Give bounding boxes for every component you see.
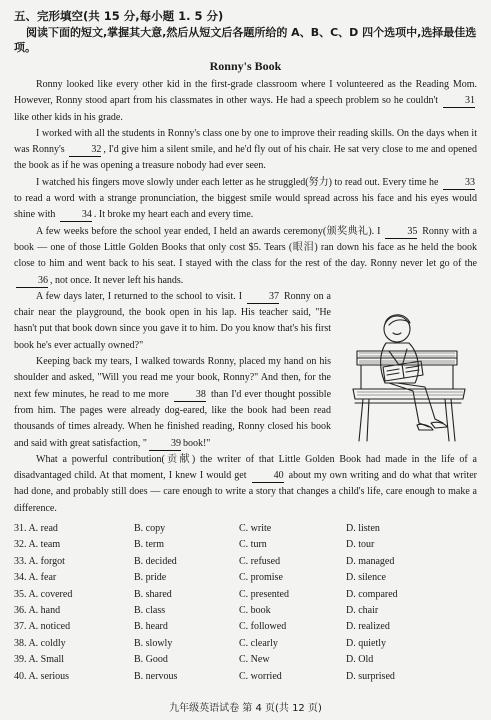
question-31-options <box>14 521 477 537</box>
option-a[interactable]: A. forgot <box>28 555 65 567</box>
option-a[interactable]: A. Small <box>28 654 65 666</box>
paragraph-text: , I'd give him a silent smile, and he'd fly out of his chair. He sat very close to me and opened the book as if he was opening a treasure nobody had ever seen. <box>14 144 477 172</box>
paragraph-3 <box>14 175 477 224</box>
boy-reading-illustration <box>339 291 477 449</box>
passage-body <box>14 77 477 517</box>
option-a[interactable]: A. noticed <box>28 621 71 633</box>
question-number: 35. <box>14 588 27 600</box>
option-b[interactable]: B. shared <box>134 588 172 600</box>
option-b[interactable]: B. term <box>134 539 164 551</box>
blank-33[interactable]: 33 <box>443 177 475 190</box>
paragraph-text: to read a word with a strange pronunciation, the biggest smile would spread across his face and his eyes would shine with <box>14 193 477 221</box>
paragraph-text: , not once. It never left his hands. <box>50 274 184 286</box>
paragraph-text: . It broke my heart each and every time. <box>93 209 254 221</box>
question-number: 38. <box>14 637 27 649</box>
paragraph-text: A few weeks before the school year ended, I held an awards ceremony(颁奖典礼). I <box>36 225 384 237</box>
option-c[interactable]: C. followed <box>239 621 287 633</box>
paragraph-7 <box>14 452 477 517</box>
question-36-options <box>14 603 477 619</box>
option-d[interactable]: D. compared <box>346 588 398 600</box>
paragraph-text: I worked with all the students in Ronny's class one by one to improve their reading skills. On the days when it was Ronny's <box>14 127 477 156</box>
answer-options <box>14 521 477 685</box>
paragraph-text: A few days later, I returned to the school to visit. I <box>36 290 245 302</box>
option-d[interactable]: D. quietly <box>346 637 386 649</box>
blank-38[interactable]: 38 <box>174 389 206 402</box>
option-a[interactable]: A. coldly <box>28 637 66 649</box>
option-d[interactable]: D. Old <box>346 654 374 666</box>
paragraph-text: about my own writing and do what that writer had done, and probably still does — care enough to write a story that changes a child's life, care enough to make a difference. <box>14 470 477 514</box>
option-d[interactable]: D. tour <box>346 539 375 551</box>
option-b[interactable]: B. class <box>134 604 166 616</box>
paragraph-text: I watched his fingers move slowly under each letter as he struggled(努力) to read out. Every time he <box>36 176 441 188</box>
option-b[interactable]: B. nervous <box>134 670 178 682</box>
question-number: 32. <box>14 539 27 551</box>
question-number: 34. <box>14 572 27 584</box>
blank-36[interactable]: 36 <box>16 275 48 288</box>
option-c[interactable]: C. promise <box>239 572 283 584</box>
blank-37[interactable]: 37 <box>247 291 279 304</box>
option-b[interactable]: B. Good <box>134 654 168 666</box>
option-c[interactable]: C. presented <box>239 588 289 600</box>
question-number: 37. <box>14 621 27 633</box>
question-33-options <box>14 554 477 570</box>
option-b[interactable]: B. pride <box>134 572 167 584</box>
question-number: 36. <box>14 604 27 616</box>
option-d[interactable]: D. managed <box>346 555 395 567</box>
question-number: 39. <box>14 654 27 666</box>
paragraph-text: Ronny on a chair near the playground, the book open in his lap. His teacher said, "He hasn't put that book down since you gave it to him. Do you know that's his first book he's ever actually owned?" <box>14 290 331 351</box>
question-39-options <box>14 652 477 668</box>
option-b[interactable]: B. slowly <box>134 637 173 649</box>
section-instructions: 阅读下面的短文,掌握其大意,然后从短文后各题所给的 A、B、C、D 四个选项中,选择最佳选项。 <box>14 26 477 54</box>
option-a[interactable]: A. fear <box>28 572 57 584</box>
blank-35[interactable]: 35 <box>385 226 417 239</box>
option-d[interactable]: D. listen <box>346 523 380 535</box>
option-c[interactable]: C. write <box>239 523 272 535</box>
passage-title: Ronny's Book <box>209 59 282 73</box>
paragraph-text: like other kids in his grade. <box>14 111 123 123</box>
paragraph-text: book!" <box>182 437 211 449</box>
question-37-options <box>14 619 477 635</box>
paragraph-2 <box>14 126 477 175</box>
blank-39[interactable]: 39 <box>149 438 181 451</box>
blank-40[interactable]: 40 <box>252 470 284 483</box>
question-number: 40. <box>14 670 27 682</box>
question-40-options <box>14 669 477 685</box>
option-b[interactable]: B. decided <box>134 555 177 567</box>
option-c[interactable]: C. New <box>239 654 270 666</box>
option-b[interactable]: B. heard <box>134 621 168 633</box>
option-a[interactable]: A. hand <box>28 604 61 616</box>
option-c[interactable]: C. turn <box>239 539 267 551</box>
paragraph-text: Keeping back my tears, I walked towards Ronny, placed my hand on his shoulder and asked, "Will you read me your book, Ronny?" And then, for the next few minutes, he read to me more <box>14 356 331 400</box>
question-number: 31. <box>14 523 27 535</box>
question-38-options <box>14 636 477 652</box>
option-c[interactable]: C. clearly <box>239 637 278 649</box>
option-a[interactable]: A. covered <box>28 588 73 600</box>
paragraph-text: What a powerful contribution(贡献) the writer of that Little Golden Book had made in the life of a disadvantaged child. At that moment, I knew I would get <box>14 453 477 482</box>
blank-31[interactable]: 31 <box>443 95 475 108</box>
blank-34[interactable]: 34 <box>60 209 92 222</box>
paragraph-1 <box>14 77 477 126</box>
option-c[interactable]: C. refused <box>239 555 281 567</box>
option-a[interactable]: A. team <box>28 539 61 551</box>
page-footer: 九年级英语试卷 第 4 页(共 12 页) <box>169 703 322 714</box>
option-d[interactable]: D. surprised <box>346 670 395 682</box>
option-c[interactable]: C. worried <box>239 670 282 682</box>
blank-32[interactable]: 32 <box>69 144 101 157</box>
option-a[interactable]: A. serious <box>28 670 70 682</box>
option-d[interactable]: D. chair <box>346 604 379 616</box>
section-heading: 五、完形填空(共 15 分,每小题 1. 5 分) <box>14 9 224 23</box>
paragraph-4 <box>14 224 477 289</box>
option-a[interactable]: A. read <box>28 523 58 535</box>
question-35-options <box>14 587 477 603</box>
option-d[interactable]: D. realized <box>346 621 390 633</box>
paragraph-text: Ronny looked like every other kid in the first-grade classroom where I volunteered as the Reading Mom. However, Ronny stood apart from his classmates in other ways. He had a speech problem so he couldn't <box>14 79 477 107</box>
option-b[interactable]: B. copy <box>134 523 166 535</box>
option-c[interactable]: C. book <box>239 604 271 616</box>
option-d[interactable]: D. silence <box>346 572 386 584</box>
question-32-options <box>14 537 477 553</box>
question-number: 33. <box>14 555 27 567</box>
question-34-options <box>14 570 477 586</box>
paragraph-text: Ronny with a book — one of those Little Golden Books that only cost $5. Tears (眼泪) ran down his face as he held the book close to him and went back to his seat. I stayed with the class for the rest of the day. Ronny never let go of the <box>14 225 477 270</box>
paragraph-text: than I'd ever thought possible from him. The pages were already dog-eared, like the book had been read thousands of times already. When he finished reading, Ronny closed his book and said with great satisfaction, " <box>14 388 332 449</box>
